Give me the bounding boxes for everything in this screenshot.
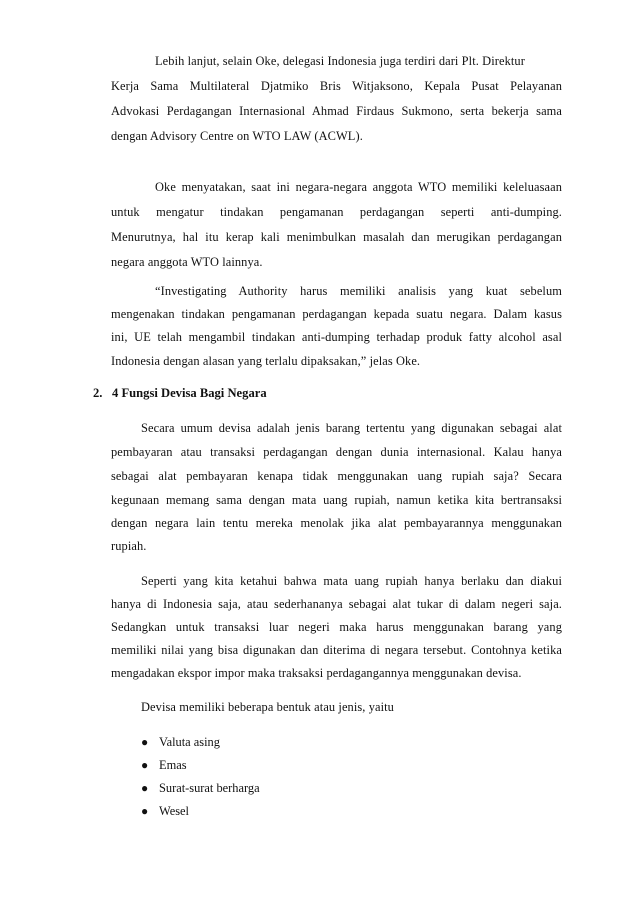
- list-item-label: Valuta asing: [159, 735, 220, 749]
- list-item: [141, 803, 189, 819]
- paragraph-line: Oke menyatakan, saat ini negara-negara anggota WTO memiliki keleluasaan: [155, 180, 562, 194]
- paragraph-line: memiliki nilai yang bisa digunakan dan diterima di negara tersebut. Contohnya ketika: [111, 643, 562, 657]
- paragraph-line: kegunaan memang sama dengan mata uang rupiah, namun ketika kita bertransaksi: [111, 493, 562, 507]
- list-item: [141, 780, 260, 796]
- list-item: [141, 757, 187, 773]
- section-heading: [93, 385, 267, 401]
- paragraph-line: Indonesia dengan alasan yang terlalu dipaksakan,” jelas Oke.: [111, 354, 421, 368]
- paragraph-line: pembayaran atau transaksi perdagangan dengan dunia internasional. Kalau hanya: [111, 445, 562, 459]
- paragraph-line: Lebih lanjut, selain Oke, delegasi Indonesia juga terdiri dari Plt. Direktur: [155, 54, 525, 68]
- list-item-label: Wesel: [159, 804, 189, 818]
- paragraph-line: Kerja Sama Multilateral Djatmiko Bris Witjaksono, Kepala Pusat Pelayanan: [111, 79, 562, 93]
- paragraph-line: mengenakan tindakan pengamanan perdagangan kepada suatu negara. Dalam kasus: [111, 307, 562, 321]
- list-item-label: Emas: [159, 758, 187, 772]
- list-item-label: Surat-surat berharga: [159, 781, 260, 795]
- paragraph-line: rupiah.: [111, 539, 147, 553]
- paragraph-line: sebagai alat pembayaran kenapa tidak menggunakan uang rupiah saja? Secara: [111, 469, 562, 483]
- paragraph-line: Advokasi Perdagangan Internasional Ahmad Firdaus Sukmono, serta bekerja sama: [111, 104, 562, 118]
- paragraph-line: mengadakan ekspor impor maka traksaksi perdagangannya menggunakan devisa.: [111, 666, 522, 680]
- paragraph-line: Secara umum devisa adalah jenis barang tertentu yang digunakan sebagai alat: [141, 421, 562, 435]
- paragraph-line: Seperti yang kita ketahui bahwa mata uang rupiah hanya berlaku dan diakui: [141, 574, 562, 588]
- paragraph-line: Devisa memiliki beberapa bentuk atau jenis, yaitu: [141, 700, 394, 714]
- paragraph-line: Menurutnya, hal itu kerap kali menimbulkan masalah dan merugikan perdagangan: [111, 230, 562, 244]
- paragraph-line: untuk mengatur tindakan pengamanan perdagangan seperti anti-dumping.: [111, 205, 562, 219]
- paragraph-line: negara anggota WTO lainnya.: [111, 255, 263, 269]
- section-title: 4 Fungsi Devisa Bagi Negara: [112, 386, 267, 400]
- paragraph-line: dengan negara lain tentu mereka menolak jika alat pembayarannya menggunakan: [111, 516, 562, 530]
- bullet-icon: ●: [141, 758, 149, 772]
- paragraph-line: “Investigating Authority harus memiliki analisis yang kuat sebelum: [155, 284, 562, 298]
- paragraph-line: ini, UE telah mengambil tindakan anti-dumping terhadap produk fatty alcohol asal: [111, 330, 562, 344]
- bullet-icon: ●: [141, 804, 149, 818]
- paragraph-line: dengan Advisory Centre on WTO LAW (ACWL).: [111, 129, 363, 143]
- section-number: 2.: [93, 386, 103, 400]
- paragraph-line: hanya di Indonesia saja, atau sederhananya sebagai alat tukar di dalam negeri saja.: [111, 597, 562, 611]
- bullet-icon: ●: [141, 781, 149, 795]
- bullet-icon: ●: [141, 735, 149, 749]
- paragraph-line: Sedangkan untuk transaksi luar negeri maka harus menggunakan barang yang: [111, 620, 562, 634]
- list-item: [141, 734, 220, 750]
